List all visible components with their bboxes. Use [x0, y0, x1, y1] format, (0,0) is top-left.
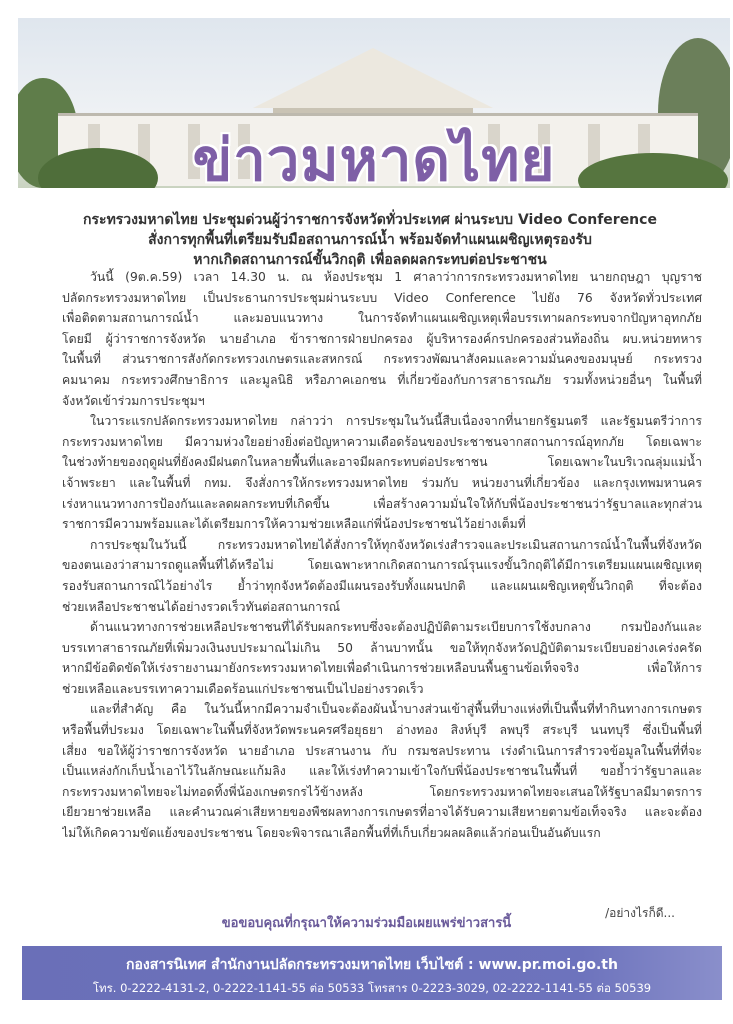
paragraph-line: เยียวยาช่วยเหลือ และคำนวณค่าเสียหายของพืชผลทางการเกษตรที่อาจได้รับความเสียหายตามข้อเท็จจริง และจะต้อง — [62, 805, 702, 820]
brand-title: ข่าวมหาดไทย — [192, 126, 556, 188]
footer-phone: โทร. 0-2222-4131-2, 0-2222-1141-55 ต่อ 50533 โทรสาร 0-2223-3029, 02-2222-1141-55 ต่อ 50539 — [92, 981, 652, 995]
paragraph-line: ด้านแนวทางการช่วยเหลือประชาชนที่ได้รับผลกระทบซึ่งจะต้องปฏิบัติตามระเบียบการใช้งบกลาง กรมป้องกันและ — [90, 620, 702, 635]
paragraph-line: ช่วยเหลือและบรรเทาความเดือดร้อนแก่ประชาชนเป็นไปอย่างรวดเร็ว — [62, 681, 424, 696]
paragraph-line: หากมีข้อติดขัดให้เร่งรายงานมายังกระทรวงมหาดไทยเพื่อดำเนินการช่วยเหลือบนพื้นฐานข้อเท็จจริง เพื่อให้การ — [62, 661, 702, 676]
paragraph-line: ไม่ให้เกิดความขัดแย้งของประชาชน โดยจะพิจารณาเลือกพื้นที่ที่เก็บเกี่ยวผลผลิตแล้วก่อนเป็นอันดับแรก — [62, 826, 601, 841]
headline-line: หากเกิดสถานการณ์ขั้นวิกฤติ เพื่อลดผลกระทบต่อประชาชน — [193, 252, 547, 268]
header-banner — [18, 18, 730, 188]
paragraph-line: กระทรวงมหาดไทยจะไม่ทอดทิ้งพี่น้องเกษตรกรไว้ข้างหลัง โดยกระทรวงมหาดไทยจะเสนอให้รัฐบาลมีมาตรการ — [62, 784, 702, 799]
paragraph-line: บรรเทาสาธารณภัยที่เพิ่มวงเงินงบประมาณไม่เกิน 50 ล้านบาทนั้น ขอให้ทุกจังหวัดปฏิบัติตามระเบียบอย่างเคร่งครัด — [62, 640, 702, 655]
paragraph-line: ของตนเองว่าสามารถดูแลพื้นที่ได้หรือไม่ โดยเฉพาะหากเกิดสถานการณ์รุนแรงขั้นวิกฤติได้มีการเตรียมแผนเผชิญเหตุ — [62, 558, 702, 573]
paragraph-line: จังหวัดเข้าร่วมการประชุมฯ — [62, 393, 205, 408]
paragraph-line: ราชการมีความพร้อมและได้เตรียมการให้ความช่วยเหลือแก่พี่น้องประชาชนไว้อย่างเต็มที่ — [62, 517, 526, 532]
paragraph-line: เป็นแหล่งกักเก็บน้ำเอาไว้ในลักษณะแก้มลิง และให้เร่งทำความเข้าใจกับพี่น้องประชาชนในพื้นที่ ขอย้ำว่ารัฐบาลและ — [62, 764, 702, 779]
paragraph-line: การประชุมในวันนี้ กระทรวงมหาดไทยได้สั่งการให้ทุกจังหวัดเร่งสำรวจและประเมินสถานการณ์น้ำในพื้นที่จังหวัด — [90, 537, 702, 552]
paragraph — [62, 699, 702, 843]
thanks-note: ขอขอบคุณที่กรุณาให้ความร่วมมือเผยแพร่ข่าวสารนี้ — [221, 916, 512, 931]
paragraph-line: ในช่วงท้ายของฤดูฝนที่ยังคงมีฝนตกในหลายพื้นที่และอาจมีผลกระทบต่อประชาชน โดยเฉพาะในบริเวณลุ่มแม่น้ำ — [62, 455, 702, 470]
article-body — [62, 267, 702, 844]
paragraph-line: และที่สำคัญ คือ ในวันนี้หากมีความจำเป็นจะต้องผันน้ำบางส่วนเข้าสู่พื้นที่บางแห่งที่เป็นพื้นที่ทำกินทางการเกษตร — [90, 702, 702, 717]
building-roof — [253, 48, 493, 108]
paragraph — [62, 411, 702, 535]
paragraph — [62, 617, 702, 699]
paragraph-line: วันนี้ (9ต.ค.59) เวลา 14.30 น. ณ ห้องประชุม 1 ศาลาว่าการกระทรวงมหาดไทย นายกฤษฎา บุญราช — [90, 270, 702, 284]
footer-org-website: กองสารนิเทศ สำนักงานปลัดกระทรวงมหาดไทย เว็บไซต์ : www.pr.moi.go.th — [126, 957, 618, 973]
paragraph-line: เสี่ยง ขอให้ผู้ว่าราชการจังหวัด นายอำเภอ ประสานงาน กับ กรมชลประทาน เร่งดำเนินการสำรวจข้อมูลในพื้นที่ที่จะ — [62, 743, 702, 758]
footer-contact — [22, 946, 722, 1000]
paragraph-line: รองรับสถานการณ์ไว้อย่างไร ย้ำว่าทุกจังหวัดต้องมีแผนรองรับทั้งแผนปกติ และแผนเผชิญเหตุขั้นวิกฤติ ที่จะต้อง — [62, 578, 702, 593]
paragraph-line: ปลัดกระทรวงมหาดไทย เป็นประธานการประชุมผ่านระบบ Video Conference ไปยัง 76 จังหวัดทั่วประเทศ — [62, 290, 702, 305]
headline-line: กระทรวงมหาดไทย ประชุมด่วนผู้ว่าราชการจังหวัดทั่วประเทศ ผ่านระบบ Video Conference — [83, 212, 657, 228]
paragraph-line: คมนาคม กระทรวงศึกษาธิการ และมูลนิธิ หรือภาคเอกชน ที่เกี่ยวข้องกับการสาธารณภัย รวมทั้งหน่วยอื่นๆ ในพื้นที่ — [62, 372, 702, 387]
paragraph-line: เจ้าพระยา และในพื้นที่ กทม. จึงสั่งการให้กระทรวงมหาดไทย ร่วมกับ หน่วยงานที่เกี่ยวข้อง และกรุงเทพมหานคร — [62, 475, 702, 490]
paragraph — [62, 535, 702, 617]
paragraph-line: ในวาระแรกปลัดกระทรวงมหาดไทย กล่าวว่า การประชุมในวันนี้สืบเนื่องจากที่นายกรัฐมนตรี และรัฐมนตรีว่าการ — [90, 414, 702, 429]
paragraph-line: กระทรวงมหาดไทย มีความห่วงใยอย่างยิ่งต่อปัญหาความเดือดร้อนของประชาชนจากสถานการณ์อุทกภัย โดยเฉพาะ — [62, 434, 702, 449]
paragraph-line: ช่วยเหลือประชาชนได้อย่างรวดเร็วทันต่อสถานการณ์ — [62, 599, 341, 614]
paragraph — [62, 267, 702, 411]
headline — [60, 210, 680, 270]
paragraph-line: โดยมี ผู้ว่าราชการจังหวัด นายอำเภอ ข้าราชการฝ่ายปกครอง ผู้บริหารองค์กรปกครองส่วนท้องถิ่น ผบ.หน่วยทหาร — [62, 331, 702, 346]
headline-line: สั่งการทุกพื้นที่เตรียมรับมือสถานการณ์น้ำ พร้อมจัดทำแผนเผชิญเหตุรองรับ — [148, 232, 592, 248]
paragraph-line: เร่งหาแนวทางการป้องกันและลดผลกระทบที่เกิดขึ้น เพื่อสร้างความมั่นใจให้กับพี่น้องประชาชนว่ารัฐบาลและทุกส่วน — [62, 496, 702, 511]
paragraph-line: ในพื้นที่ ส่วนราชการสังกัดกระทรวงเกษตรและสหกรณ์ กระทรวงพัฒนาสังคมและความมั่นคงของมนุษย์ กระทรวง — [62, 352, 702, 367]
paragraph-line: เพื่อติดตามสถานการณ์น้ำ และมอบแนวทาง ในการจัดทำแผนเผชิญเหตุเพื่อบรรเทาผลกระทบจากปัญหาอุทกภัย — [62, 311, 702, 326]
continued-note: /อย่างไรก็ดี... — [605, 906, 675, 920]
paragraph-line: หรือพื้นที่ประมง โดยเฉพาะในพื้นที่จังหวัดพระนครศรีอยุธยา อ่างทอง สิงห์บุรี ลพบุรี สระบุรี นนทบุรี ซึ่งเป็นพื้นที่ — [62, 723, 702, 738]
